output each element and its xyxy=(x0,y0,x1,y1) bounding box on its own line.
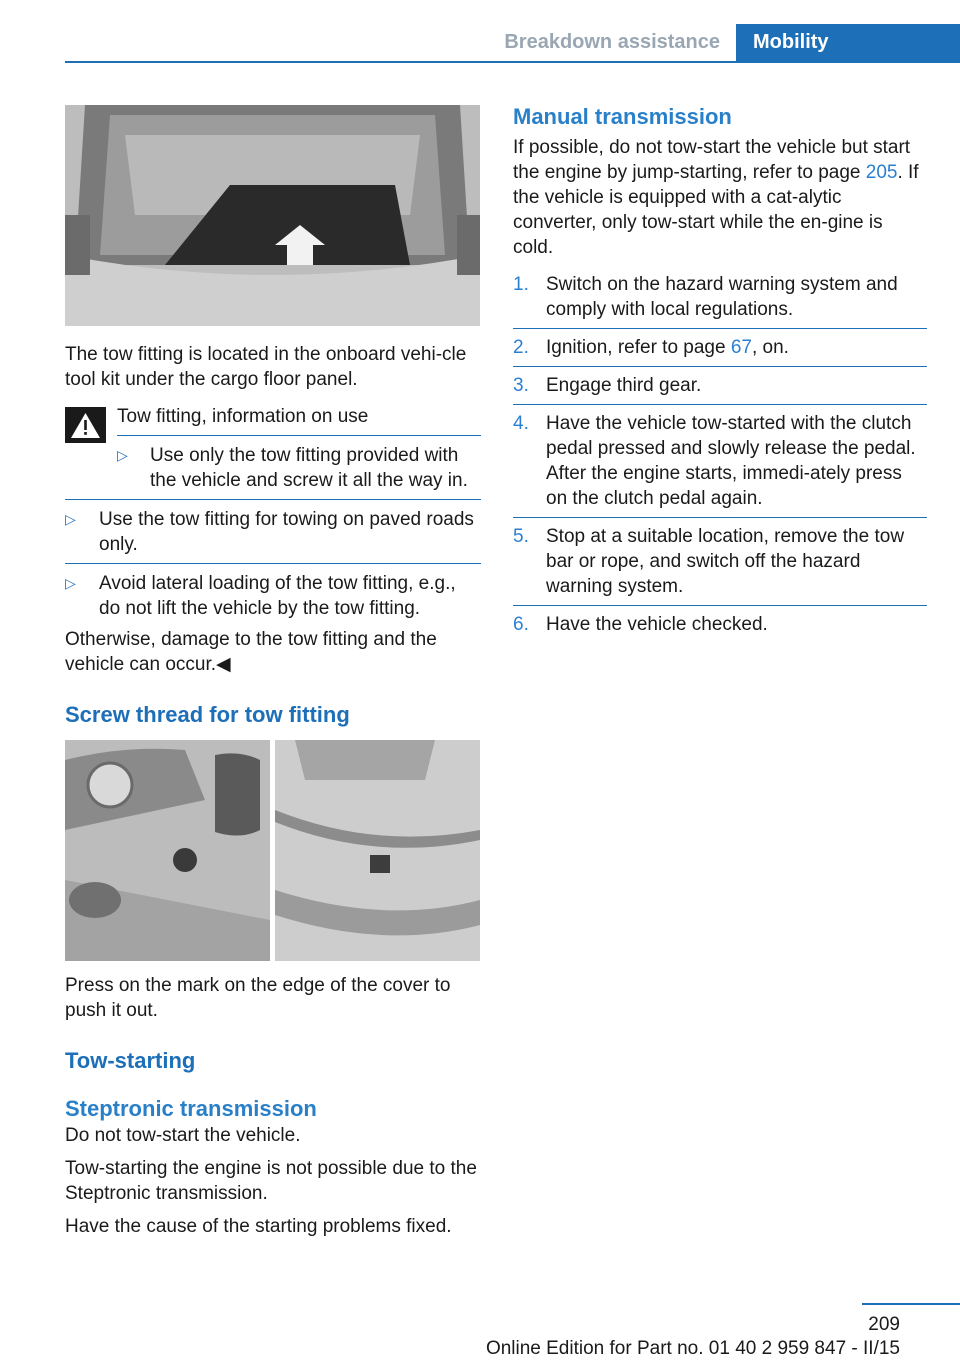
step-text: Have the vehicle tow-started with the clutch pedal pressed and slowly release the pedal. After the engine starts, immedi-ately press on the clutch pedal again. xyxy=(546,413,916,509)
subheading-steptronic: Steptronic transmission xyxy=(65,1096,317,1121)
step-number: 4. xyxy=(513,413,529,434)
separator xyxy=(65,499,481,500)
steptronic-paragraph-1: Do not tow-start the vehicle. xyxy=(65,1125,301,1146)
intro-text: . If the vehicle is equipped with a cat-alytic converter, only tow-start while the en-gine is cold. xyxy=(513,162,919,258)
step-text: Ignition, refer to page xyxy=(546,337,731,358)
step-number: 5. xyxy=(513,526,529,547)
bullet-text: Use only the tow fitting provided with the vehicle and screw it all the way in. xyxy=(150,445,468,491)
separator xyxy=(513,328,927,329)
trunk-photo xyxy=(65,105,480,326)
list-item xyxy=(513,411,927,511)
step-number: 2. xyxy=(513,337,529,358)
list-item xyxy=(513,335,927,360)
header-section-title: Breakdown assistance xyxy=(504,31,720,53)
separator xyxy=(513,404,927,405)
step-text: Have the vehicle checked. xyxy=(546,614,768,635)
heading-tow-starting: Tow-starting xyxy=(65,1048,196,1073)
list-item xyxy=(513,524,927,599)
edition-note: Online Edition for Part no. 01 40 2 959 847 - II/15 xyxy=(485,1338,900,1359)
subheading-manual-transmission: Manual transmission xyxy=(513,104,732,129)
bullet-text: Use the tow fitting for towing on paved roads only. xyxy=(99,509,474,555)
step-number: 3. xyxy=(513,375,529,396)
bumper-photo xyxy=(65,740,480,961)
footer-rule xyxy=(862,1303,960,1305)
triangle-bullet-icon: ▷ xyxy=(65,511,76,527)
header-chapter-tab: Mobility xyxy=(736,24,960,61)
warning-bullet-inner xyxy=(117,443,481,493)
page-link-205[interactable]: 205 xyxy=(865,162,898,183)
step-text: Stop at a suitable location, remove the tow bar or rope, and switch off the hazard warning system. xyxy=(546,526,905,597)
triangle-bullet-icon: ▷ xyxy=(65,575,76,591)
tow-start-steps xyxy=(513,272,927,637)
warning-bullet-2 xyxy=(65,571,481,621)
bullet-text: Avoid lateral loading of the tow fitting, e.g., do not lift the vehicle by the tow fitting. xyxy=(99,573,456,619)
separator xyxy=(117,435,481,436)
steptronic-paragraph-3: Have the cause of the starting problems fixed. xyxy=(65,1216,452,1237)
bumper-caption: Press on the mark on the edge of the cover to push it out. xyxy=(65,975,451,1021)
list-item xyxy=(513,373,927,398)
separator xyxy=(513,517,927,518)
right-column xyxy=(513,103,927,637)
intro-text: If possible, do not tow-start the vehicle but start the engine by jump-starting, refer to page xyxy=(513,137,911,183)
manual-intro xyxy=(513,135,927,260)
separator xyxy=(513,605,927,606)
triangle-bullet-icon: ▷ xyxy=(117,447,128,463)
step-number: 6. xyxy=(513,614,529,635)
step-text: Engage third gear. xyxy=(546,375,702,396)
steptronic-paragraph-2: Tow-starting the engine is not possible due to the Steptronic transmission. xyxy=(65,1158,477,1204)
list-item xyxy=(513,272,927,322)
step-number: 1. xyxy=(513,274,529,295)
warning-bullet-1 xyxy=(65,507,481,557)
warning-consequence: Otherwise, damage to the tow fitting and the vehicle can occur.◀ xyxy=(65,629,437,675)
trunk-caption: The tow fitting is located in the onboard vehi-cle tool kit under the cargo floor panel. xyxy=(65,344,467,390)
left-column xyxy=(65,105,481,1239)
warning-title: Tow fitting, information on use xyxy=(117,406,369,427)
separator xyxy=(513,366,927,367)
separator xyxy=(65,563,481,564)
page-link-67[interactable]: 67 xyxy=(730,337,752,358)
page-number: 209 xyxy=(868,1314,900,1335)
list-item xyxy=(513,612,927,637)
step-text: Switch on the hazard warning system and comply with local regulations. xyxy=(546,274,898,320)
header-rule xyxy=(65,61,960,63)
heading-screw-thread: Screw thread for tow fitting xyxy=(65,702,350,727)
step-text: , on. xyxy=(751,337,789,358)
warning-triangle-icon xyxy=(65,407,106,443)
warning-block xyxy=(65,404,481,493)
